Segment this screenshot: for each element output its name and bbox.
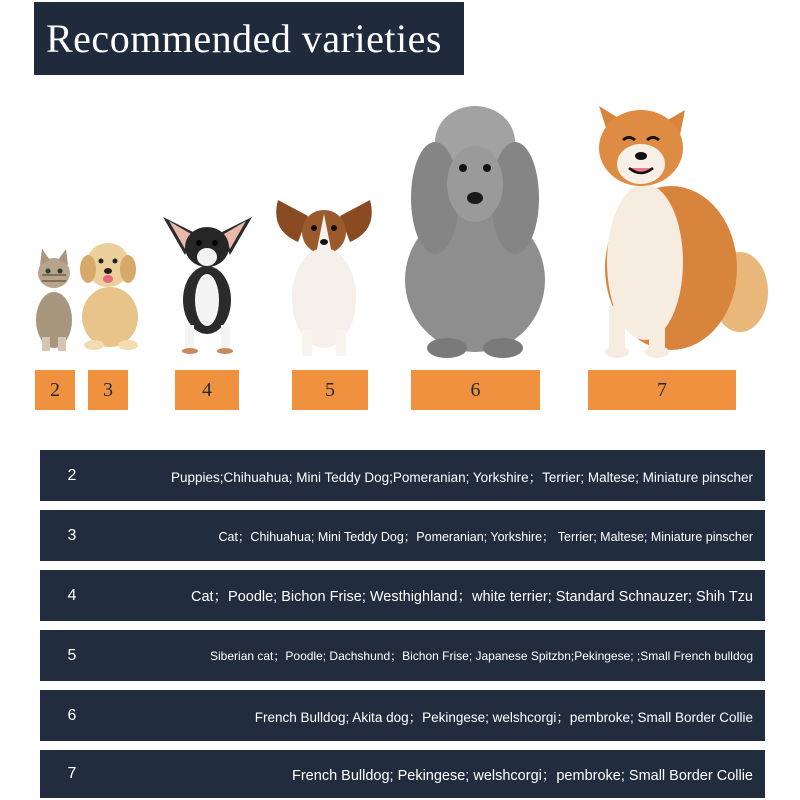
recommendation-row-4 <box>40 570 765 621</box>
row-breed-list: French Bulldog; Akita dog；Pekingese; welshcorgi；pembroke; Small Border Collie <box>254 709 753 725</box>
row-size-number: 3 <box>67 526 77 544</box>
size-tag-4: 4 <box>175 370 239 410</box>
recommendation-row-5 <box>40 630 765 681</box>
poodle-icon <box>395 102 555 360</box>
recommendation-row-7 <box>40 750 765 798</box>
recommendation-row-6 <box>40 690 765 741</box>
page-title: Recommended varieties <box>46 16 442 61</box>
row-breed-list: Puppies;Chihuahua; Mini Teddy Dog;Pomeranian; Yorkshire；Terrier; Maltese; Miniature pinscher <box>170 469 753 485</box>
row-size-number: 5 <box>67 646 77 664</box>
size-tag-6: 6 <box>411 370 540 410</box>
chihuahua-icon <box>155 205 260 355</box>
size-tag-5: 5 <box>292 370 368 410</box>
size-tag-2: 2 <box>35 370 75 410</box>
papillon-icon <box>268 180 380 358</box>
row-breed-list: Siberian cat；Poodle; Dachshund；Bichon Frise; Japanese Spitzbn;Pekingese; ;Small French bulldog <box>210 649 753 663</box>
row-size-number: 7 <box>67 765 77 782</box>
recommendation-row-3 <box>40 510 765 561</box>
title-banner <box>34 2 464 75</box>
row-breed-list: Cat；Poodle; Bichon Frise; Westhighland；white terrier; Standard Schnauzer; Shih Tzu <box>190 589 753 605</box>
size-tag-3: 3 <box>88 370 128 410</box>
row-size-number: 4 <box>67 586 77 604</box>
kitten-icon <box>30 245 78 353</box>
row-size-number: 2 <box>67 466 77 484</box>
shiba-inu-icon <box>585 92 770 362</box>
recommendation-row-2 <box>40 450 765 501</box>
golden-puppy-icon <box>72 235 148 353</box>
row-breed-list: French Bulldog; Pekingese; welshcorgi；pembroke; Small Border Collie <box>292 767 753 784</box>
row-size-number: 6 <box>67 706 77 724</box>
row-breed-list: Cat；Chihuahua; Mini Teddy Dog；Pomeranian; Yorkshire； Terrier; Maltese; Miniature pinscher <box>218 529 753 544</box>
size-tag-7: 7 <box>588 370 736 410</box>
